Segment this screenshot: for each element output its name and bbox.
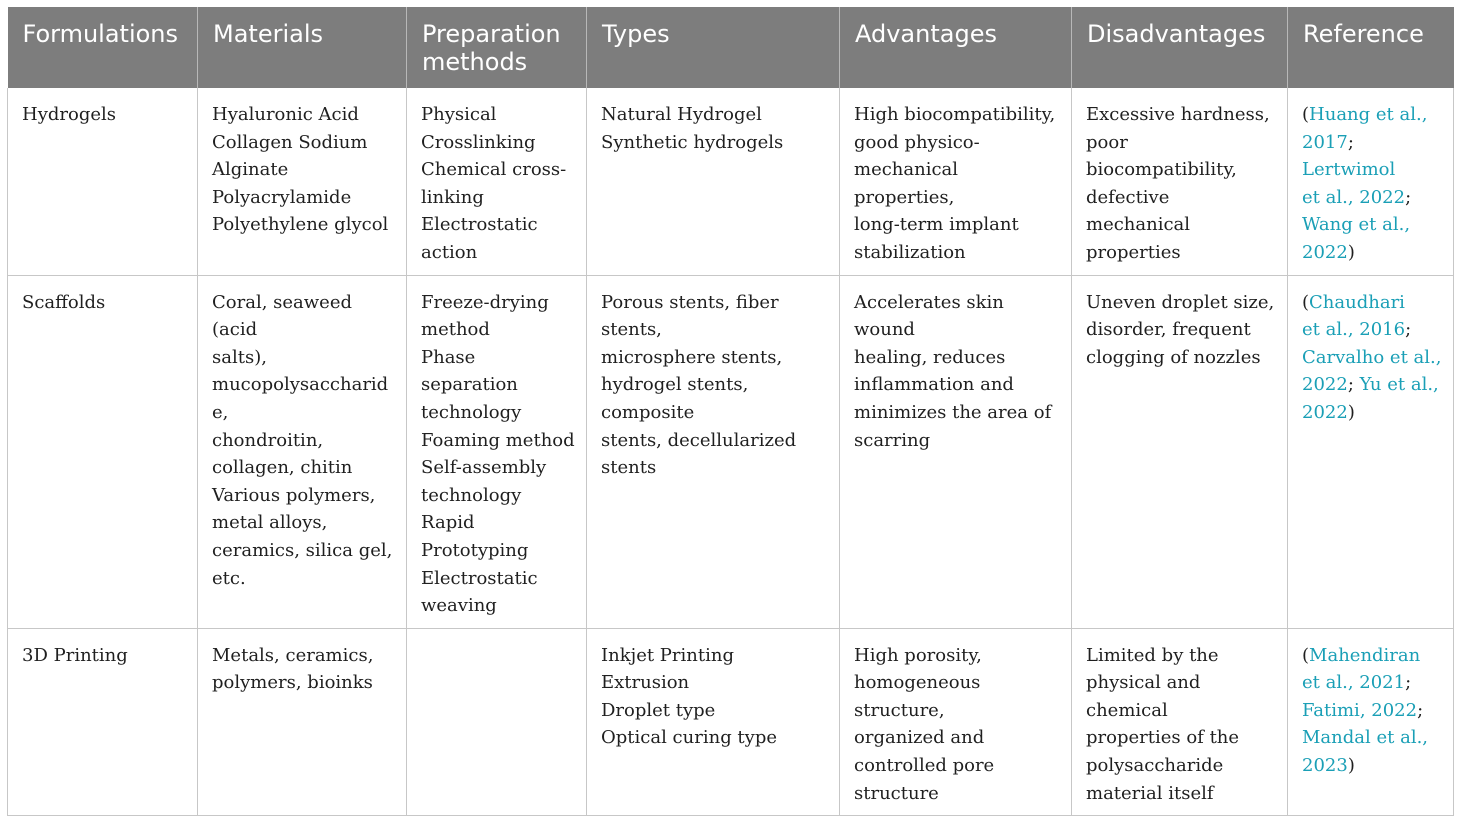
cell-types	[587, 275, 840, 628]
ref-separator: ;	[1405, 319, 1412, 341]
cell-line: Droplet type	[601, 699, 716, 721]
cell-reference	[1288, 628, 1454, 816]
cell-methods	[407, 88, 587, 275]
cell-line	[1302, 344, 1443, 372]
cell-line: poor biocompatibility,	[1086, 131, 1237, 181]
cell-line: Electrostatic	[421, 214, 538, 236]
cell-methods	[407, 628, 587, 816]
cell-line	[1302, 669, 1443, 697]
ref-separator: ;	[1405, 186, 1412, 208]
reference-link[interactable]: 2017	[1302, 131, 1348, 153]
cell-line: Foaming method	[421, 429, 575, 451]
table-row	[8, 275, 1454, 628]
cell-line: Polyacrylamide	[212, 186, 352, 208]
cell-line	[1302, 239, 1443, 267]
header-materials: Materials	[198, 7, 407, 88]
cell-line: method	[421, 319, 490, 341]
cell-line: Phase separation	[421, 346, 518, 396]
ref-separator: ;	[1347, 131, 1354, 153]
cell-line: organized and	[854, 727, 985, 749]
reference-link[interactable]: Yu et al.,	[1359, 374, 1439, 396]
cell-line: Uneven droplet size,	[1086, 291, 1275, 313]
cell-line: Rapid	[421, 512, 475, 534]
cell-line: Chemical cross-	[421, 159, 567, 181]
cell-line: linking	[421, 186, 484, 208]
cell-formulation: Scaffolds	[8, 275, 198, 628]
cell-line: inflammation and	[854, 374, 1014, 396]
cell-disadvantages	[1072, 275, 1288, 628]
cell-line: microsphere stents,	[601, 346, 783, 368]
cell-line: Collagen Sodium	[212, 131, 368, 153]
cell-line: stents, decellularized	[601, 429, 797, 451]
cell-line: High biocompatibility,	[854, 104, 1056, 125]
reference-link[interactable]: Mandal et al.,	[1302, 727, 1429, 749]
cell-disadvantages	[1072, 628, 1288, 816]
reference-link[interactable]: 2022	[1302, 401, 1348, 423]
cell-line: Alginate	[212, 159, 289, 181]
cell-line: Porous stents, fiber stents,	[601, 291, 779, 341]
cell-materials	[198, 628, 407, 816]
cell-line: physical and chemical	[1086, 672, 1201, 721]
table-header	[8, 7, 1454, 88]
cell-line: scarring	[854, 429, 931, 451]
cell-line: technology	[421, 401, 522, 423]
cell-line: Inkjet Printing	[601, 644, 734, 666]
cell-line: polymers, bioinks	[212, 672, 373, 694]
reference-link[interactable]: 2022	[1302, 241, 1348, 263]
ref-paren: (	[1302, 644, 1310, 666]
cell-advantages	[840, 88, 1072, 275]
cell-line: minimizes the area of	[854, 401, 1052, 423]
cell-methods	[407, 275, 587, 628]
table-body	[8, 88, 1454, 816]
cell-line: Optical curing type	[601, 727, 778, 749]
cell-line	[1302, 752, 1443, 780]
cell-line: metal alloys,	[212, 512, 328, 534]
cell-line: Extrusion	[601, 672, 690, 694]
cell-advantages	[840, 628, 1072, 816]
reference-link[interactable]: 2023	[1302, 755, 1348, 777]
cell-line: controlled pore	[854, 755, 995, 777]
reference-link[interactable]: Fatimi, 2022	[1302, 699, 1418, 721]
cell-line	[1302, 316, 1443, 344]
cell-line	[1302, 371, 1443, 399]
cell-line: homogeneous structure,	[854, 672, 981, 721]
cell-line: properties	[1086, 241, 1181, 263]
cell-line	[1302, 289, 1443, 317]
cell-line: material itself	[1086, 782, 1214, 804]
reference-link[interactable]: Lertwimol	[1302, 159, 1396, 181]
cell-line: chondroitin,	[212, 429, 324, 451]
cell-line: Excessive hardness,	[1086, 104, 1270, 125]
reference-link[interactable]: Mahendiran	[1309, 644, 1421, 666]
header-advantages: Advantages	[840, 7, 1072, 88]
cell-line: Physical	[421, 104, 497, 125]
cell-line: Accelerates skin wound	[854, 291, 1004, 341]
cell-line: technology	[421, 484, 522, 506]
cell-line	[1302, 129, 1443, 184]
ref-paren: (	[1302, 291, 1310, 313]
cell-line: Synthetic hydrogels	[601, 131, 784, 153]
cell-line: Crosslinking	[421, 131, 536, 153]
cell-reference	[1288, 88, 1454, 275]
ref-separator: ;	[1347, 374, 1360, 396]
cell-line	[1302, 101, 1443, 129]
header-preparation-methods: Preparation methods	[407, 7, 587, 88]
cell-line: Coral, seaweed (acid	[212, 291, 353, 341]
cell-line: hydrogel stents, composite	[601, 374, 749, 423]
cell-line: High porosity,	[854, 644, 982, 666]
reference-link[interactable]: 2022	[1302, 374, 1348, 396]
cell-line: Self-assembly	[421, 457, 547, 479]
cell-line: structure	[854, 782, 939, 804]
cell-line: healing, reduces	[854, 346, 1006, 368]
cell-line: defective mechanical	[1086, 186, 1191, 236]
cell-line: action	[421, 241, 478, 263]
cell-line: disorder, frequent	[1086, 319, 1251, 341]
header-row	[8, 7, 1454, 88]
cell-line: Polyethylene glycol	[212, 214, 389, 236]
cell-line: weaving	[421, 595, 497, 617]
reference-link[interactable]: Wang et al.,	[1302, 214, 1411, 236]
cell-line: Various polymers,	[212, 484, 376, 506]
cell-line: mechanical properties,	[854, 159, 959, 208]
cell-line	[1302, 642, 1443, 670]
cell-formulation: 3D Printing	[8, 628, 198, 816]
cell-formulation: Hydrogels	[8, 88, 198, 275]
cell-line: Limited by the	[1086, 644, 1219, 666]
cell-line: stabilization	[854, 241, 966, 263]
cell-line: Prototyping	[421, 539, 529, 561]
reference-link[interactable]: Huang et al.,	[1309, 104, 1428, 125]
ref-separator: ;	[1405, 672, 1412, 694]
cell-types	[587, 628, 840, 816]
ref-paren: )	[1347, 401, 1355, 423]
header-types: Types	[587, 7, 840, 88]
cell-line	[1302, 184, 1443, 212]
cell-materials	[198, 88, 407, 275]
cell-line: Electrostatic	[421, 567, 538, 589]
cell-line	[1302, 697, 1443, 725]
reference-link[interactable]: Carvalho et al.,	[1302, 346, 1442, 368]
cell-line: Natural Hydrogel	[601, 104, 762, 125]
cell-types	[587, 88, 840, 275]
cell-disadvantages	[1072, 88, 1288, 275]
cell-reference	[1288, 275, 1454, 628]
cell-line: mucopolysaccharide,	[212, 374, 389, 423]
reference-link[interactable]: et al., 2016	[1302, 319, 1406, 341]
cell-line: stents	[601, 457, 657, 479]
cell-line	[1302, 399, 1443, 427]
header-disadvantages: Disadvantages	[1072, 7, 1288, 88]
cell-line: Metals, ceramics,	[212, 644, 374, 666]
reference-link[interactable]: et al., 2021	[1302, 672, 1406, 694]
header-formulations: Formulations	[8, 7, 198, 88]
ref-paren: (	[1302, 104, 1310, 125]
cell-line: ceramics, silica gel,	[212, 539, 393, 561]
ref-paren: )	[1347, 755, 1355, 777]
ref-paren: )	[1347, 241, 1355, 263]
cell-line: long-term implant	[854, 214, 1019, 236]
ref-separator: ;	[1417, 699, 1424, 721]
cell-line: collagen, chitin	[212, 457, 353, 479]
cell-line: Freeze-drying	[421, 291, 549, 313]
cell-line: Hyaluronic Acid	[212, 104, 359, 125]
formulations-table	[7, 7, 1454, 816]
header-reference: Reference	[1288, 7, 1454, 88]
cell-line: properties of the	[1086, 727, 1240, 749]
cell-line: salts),	[212, 346, 267, 368]
cell-line: good physico-	[854, 131, 980, 153]
cell-line	[1302, 724, 1443, 752]
cell-advantages	[840, 275, 1072, 628]
table-row	[8, 628, 1454, 816]
table-row	[8, 88, 1454, 275]
cell-line: etc.	[212, 567, 246, 589]
cell-materials	[198, 275, 407, 628]
reference-link[interactable]: et al., 2022	[1302, 186, 1406, 208]
reference-link[interactable]: Chaudhari	[1309, 291, 1405, 313]
cell-line	[1302, 211, 1443, 239]
cell-line: polysaccharide	[1086, 755, 1224, 777]
cell-line: clogging of nozzles	[1086, 346, 1261, 368]
